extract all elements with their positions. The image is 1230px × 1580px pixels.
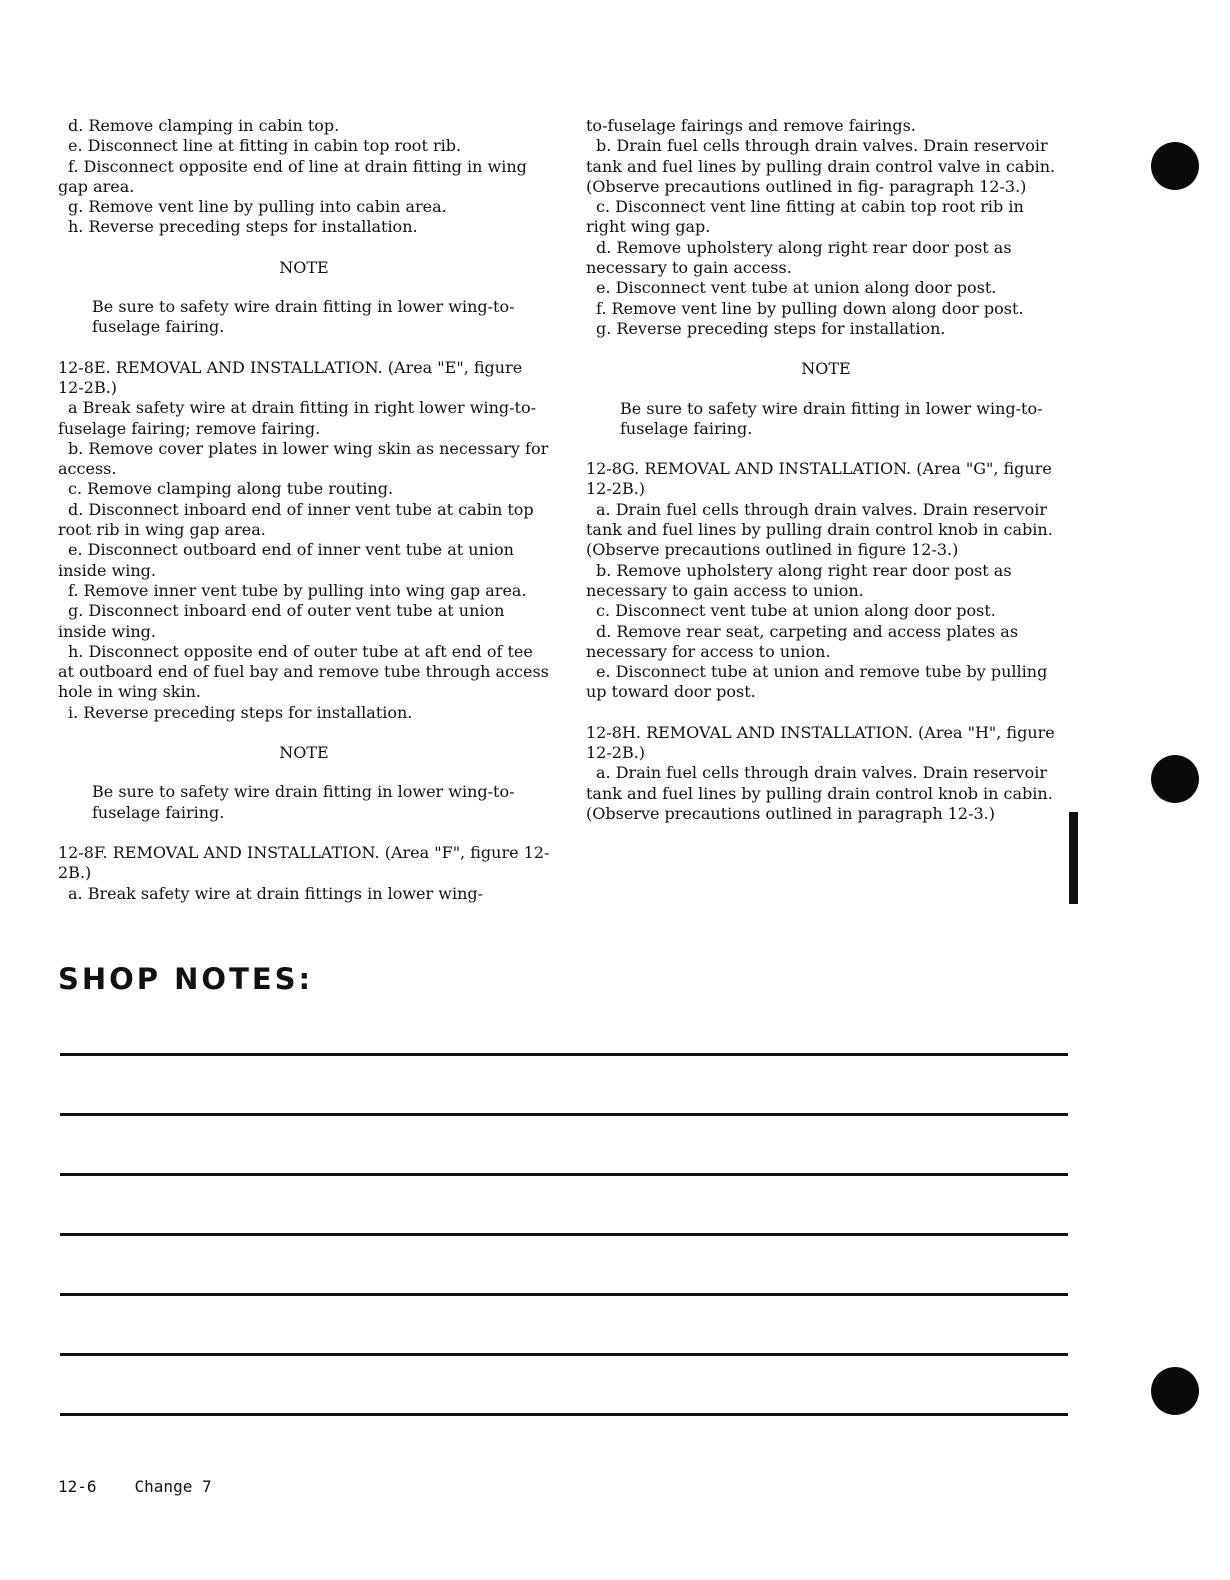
list-item: f. Disconnect opposite end of line at drain fitting in wing gap area. xyxy=(58,156,527,196)
list-item: i. Reverse preceding steps for installation. xyxy=(68,702,413,722)
note-line xyxy=(60,1233,1068,1236)
right-column xyxy=(586,116,1066,824)
note-line xyxy=(60,1413,1068,1416)
binder-hole-icon xyxy=(1151,142,1199,190)
list-item: g. Remove vent line by pulling into cabin area. xyxy=(68,197,447,217)
list-item: b. Drain fuel cells through drain valves. Drain reservoir tank and fuel lines by pulling drain control valve in cabin. (Observe precautions outlined in fig- paragraph 12-3.) xyxy=(586,136,1056,196)
list-item: to-fuselage fairings and remove fairings. xyxy=(586,116,916,135)
list-item: e. Disconnect outboard end of inner vent tube at union inside wing. xyxy=(58,540,514,580)
list-item: f. Remove vent line by pulling down along door post. xyxy=(596,298,1024,318)
revision-change-bar xyxy=(1069,812,1078,904)
binder-hole-icon xyxy=(1151,755,1199,803)
note-body: Be sure to safety wire drain fitting in lower wing-to-fuselage fairing. xyxy=(620,398,1043,438)
list-item: h. Disconnect opposite end of outer tube at aft end of tee at outboard end of fuel bay and remove tube through access hole in wing skin. xyxy=(58,641,549,702)
page-number: 12-6 xyxy=(58,1477,97,1496)
binder-hole-icon xyxy=(1151,1367,1199,1415)
list-item: g. Disconnect inboard end of outer vent tube at union inside wing. xyxy=(58,601,505,641)
list-item: c. Disconnect vent line fitting at cabin top root rib in right wing gap. xyxy=(586,197,1024,237)
section-heading-12-8e: 12-8E. REMOVAL AND INSTALLATION. (Area "E", figure 12-2B.) xyxy=(58,357,523,397)
note-line xyxy=(60,1053,1068,1056)
list-item: b. Remove upholstery along right rear door post as necessary to gain access to union. xyxy=(586,560,1012,600)
note-body: Be sure to safety wire drain fitting in lower wing-to-fuselage fairing. xyxy=(92,782,515,822)
list-item: h. Reverse preceding steps for installation. xyxy=(68,217,418,237)
change-label: Change 7 xyxy=(134,1477,212,1496)
list-item: e. Disconnect line at fitting in cabin top root rib. xyxy=(68,136,462,156)
note-title: NOTE xyxy=(801,359,851,379)
list-item: e. Disconnect tube at union and remove tube by pulling up toward door post. xyxy=(586,662,1048,702)
list-item: d. Remove clamping in cabin top. xyxy=(68,116,340,135)
section-heading-12-8h: 12-8H. REMOVAL AND INSTALLATION. (Area "H", figure 12-2B.) xyxy=(586,722,1055,763)
list-item: d. Disconnect inboard end of inner vent tube at cabin top root rib in wing gap area. xyxy=(58,499,534,540)
page-footer xyxy=(58,1477,250,1496)
list-item: a Break safety wire at drain fitting in right lower wing-to-fuselage fairing; remove fairing. xyxy=(58,398,537,438)
list-item: e. Disconnect vent tube at union along door post. xyxy=(596,278,997,298)
left-column xyxy=(58,116,550,904)
spacer xyxy=(586,703,1066,723)
list-item: b. Remove cover plates in lower wing skin as necessary for access. xyxy=(58,438,549,479)
section-heading-12-8f: 12-8F. REMOVAL AND INSTALLATION. (Area "F", figure 12-2B.) xyxy=(58,842,550,883)
list-item: g. Reverse preceding steps for installation. xyxy=(596,318,946,338)
note-line xyxy=(60,1113,1068,1116)
note-title: NOTE xyxy=(279,257,329,277)
note-line xyxy=(60,1293,1068,1296)
list-item: d. Remove upholstery along right rear door post as necessary to gain access. xyxy=(586,237,1012,278)
note-line xyxy=(60,1173,1068,1176)
list-item: c. Remove clamping along tube routing. xyxy=(68,479,394,499)
list-item: f. Remove inner vent tube by pulling into wing gap area. xyxy=(68,580,527,600)
section-heading-12-8g: 12-8G. REMOVAL AND INSTALLATION. (Area "G", figure 12-2B.) xyxy=(586,459,1052,499)
list-item: a. Drain fuel cells through drain valves. Drain reservoir tank and fuel lines by pulling drain control knob in cabin. (Observe precautions outlined in figure 12-3.) xyxy=(586,499,1053,560)
list-item: c. Disconnect vent tube at union along door post. xyxy=(596,601,996,621)
shop-notes-title: SHOP NOTES: xyxy=(58,962,314,996)
list-item: a. Drain fuel cells through drain valves. Drain reservoir tank and fuel lines by pulling drain control knob in cabin. (Observe precautions outlined in paragraph 12-3.) xyxy=(586,763,1053,823)
note-title: NOTE xyxy=(279,743,329,763)
list-item: d. Remove rear seat, carpeting and access plates as necessary for access to union. xyxy=(586,621,1019,661)
list-item: a. Break safety wire at drain fittings in lower wing- xyxy=(68,883,484,903)
note-line xyxy=(60,1353,1068,1356)
note-body: Be sure to safety wire drain fitting in lower wing-to-fuselage fairing. xyxy=(92,297,515,337)
